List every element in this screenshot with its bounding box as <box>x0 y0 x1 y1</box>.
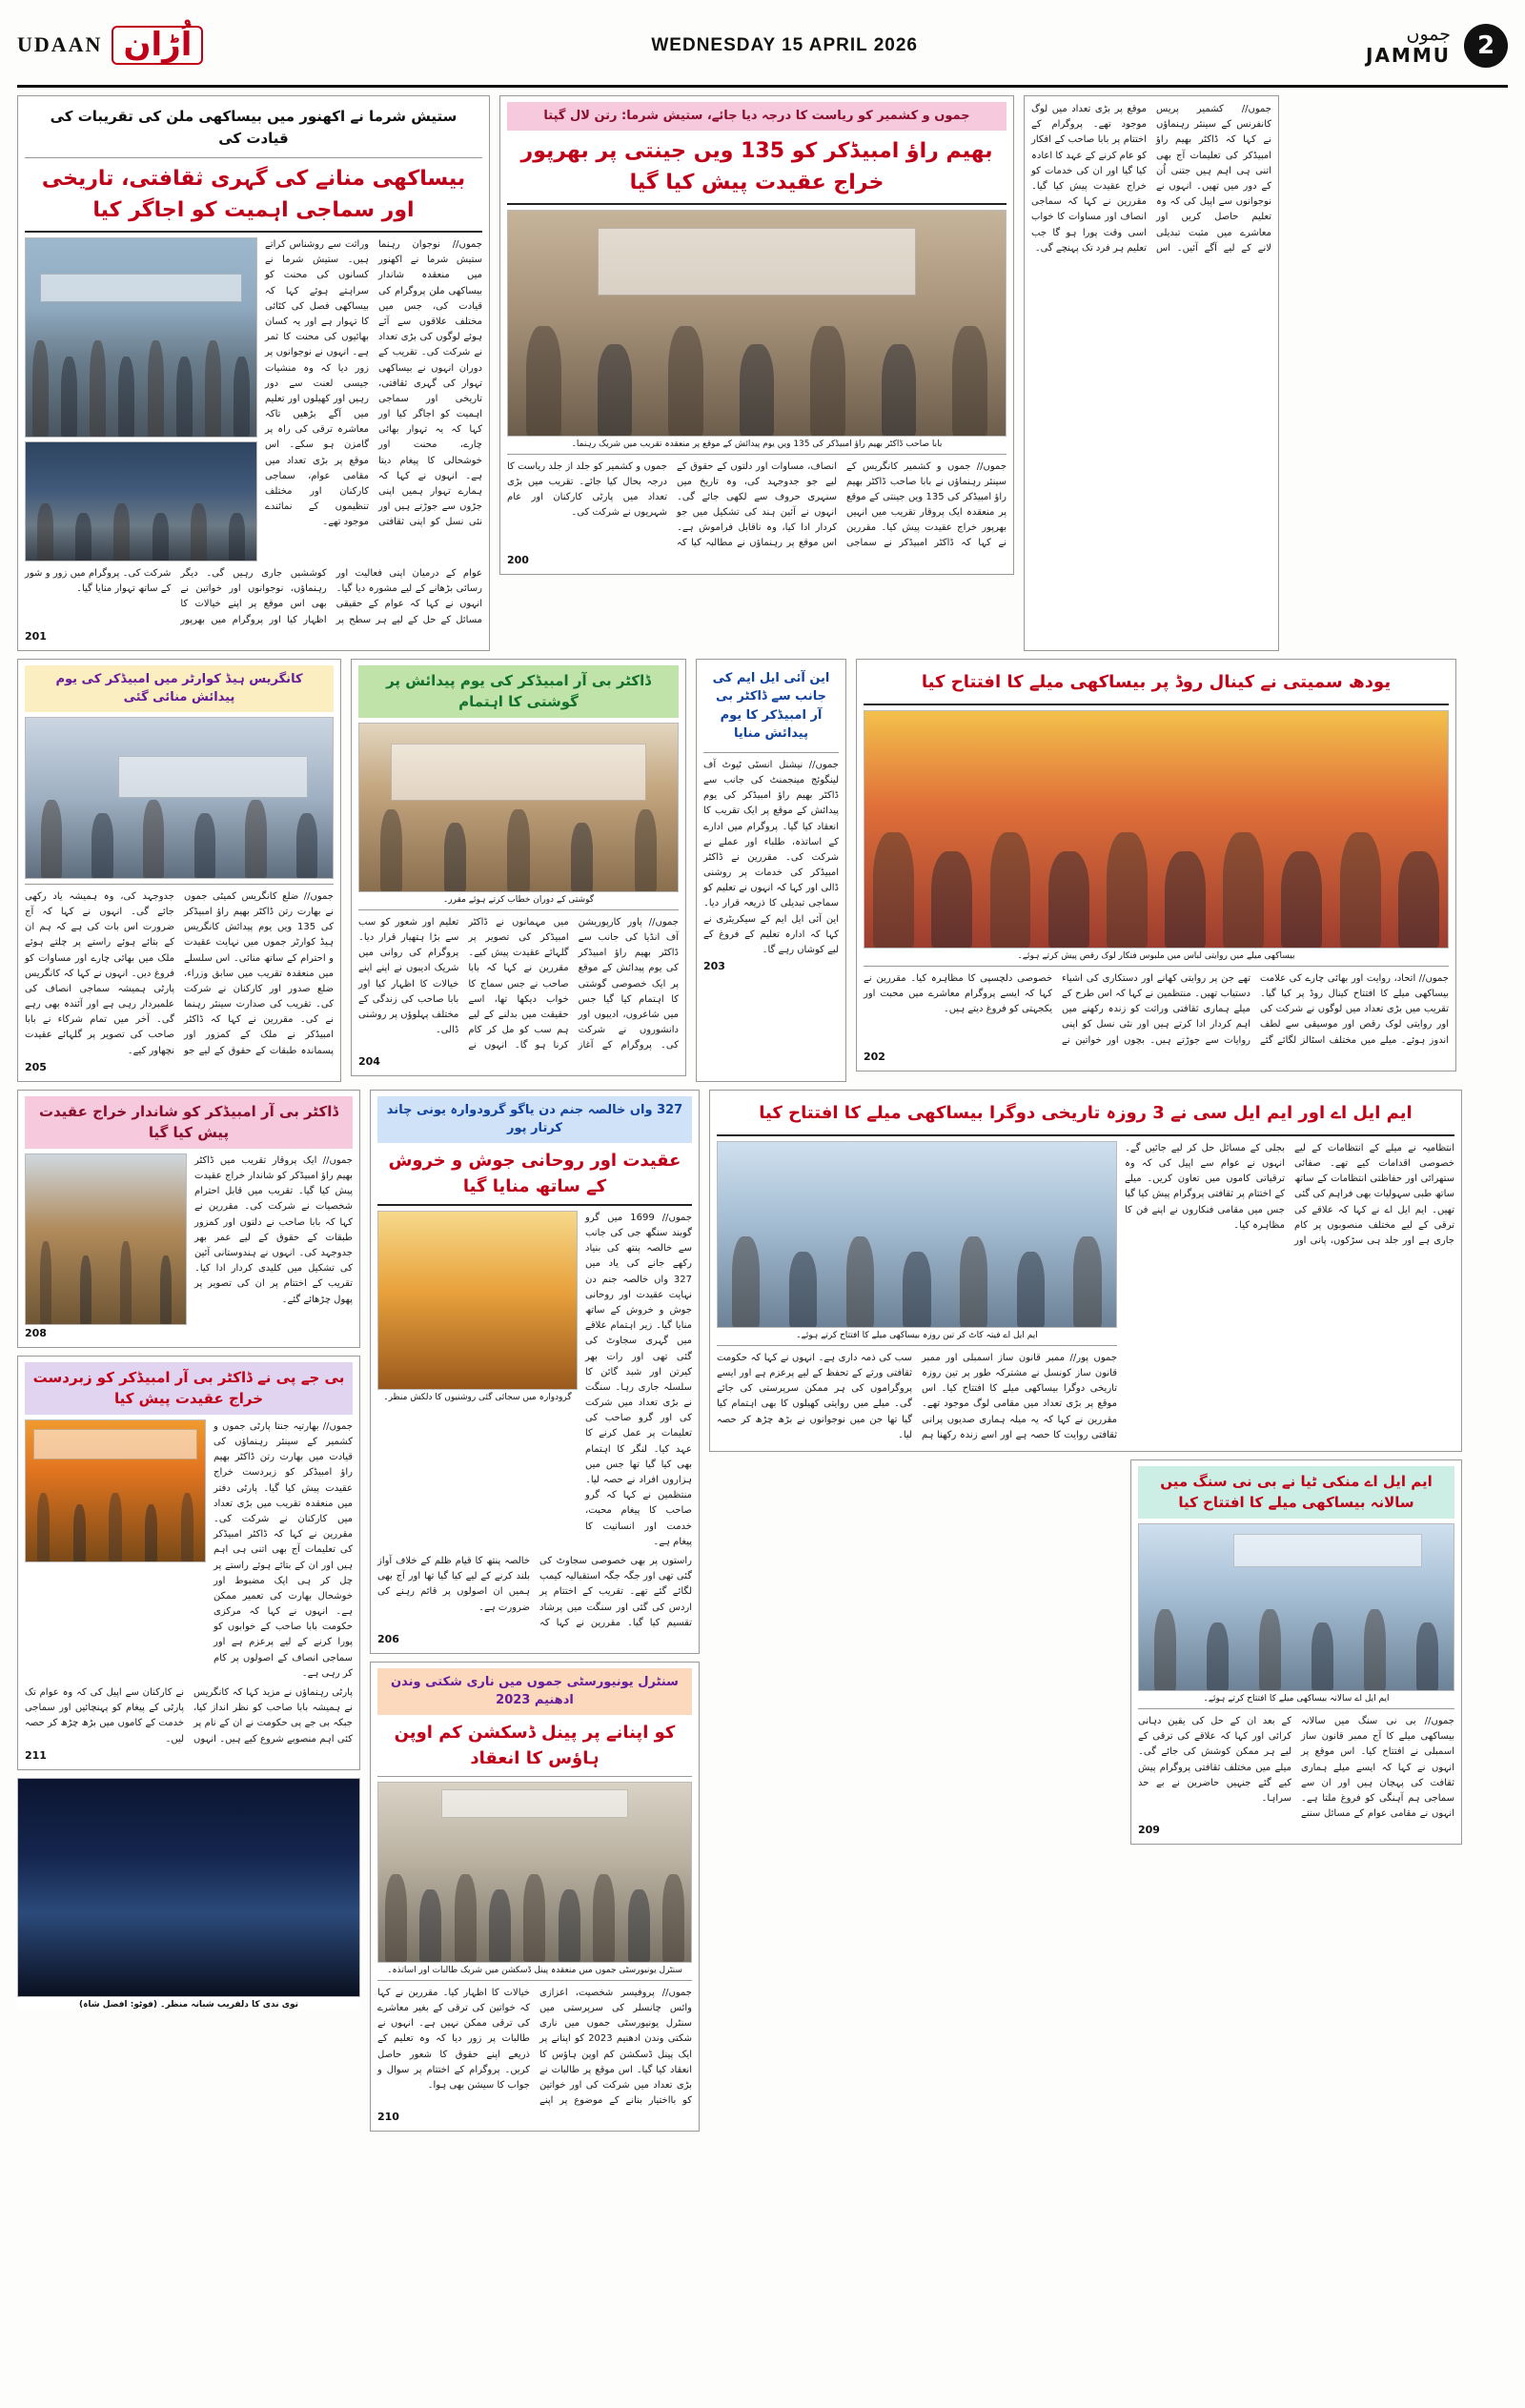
article-209-number: 209 <box>1138 1824 1160 1837</box>
article-201-kicker: ستیش شرما نے اکھنور میں بیساکھی ملن کی تقریبات کی قیادت کی <box>50 108 458 147</box>
article-200 <box>499 95 1014 575</box>
article-206-headline: عقیدت اور روحانی جوش و خروش کے ساتھ منایا گیا <box>388 1150 681 1196</box>
article-202-number: 202 <box>864 1050 885 1063</box>
article-202-photo <box>864 710 1449 949</box>
article-208-body: جموں// ایک پروقار تقریب میں ڈاکٹر بھیم راؤ امبیڈکر کو شاندار خراج عقیدت پیش کیا گیا۔ تقریب میں قابل احترام شخصیات نے شرکت کی۔ مقررین نے کہا کہ بابا صاحب نے دلتوں اور کمزور طبقات کے حقوق کے لیے عمر بھر جدوجہد کی۔ انہوں نے ہندوستانی آئین کی تشکیل میں کلیدی کردار ادا کیا۔ تقریب کے اختتام پر ان کی تصویر پر پھول چڑھائے گئے۔ <box>194 1154 353 1305</box>
article-209-caption: ایم ایل اے سالانہ بیساکھی میلے کا افتتاح کرتے ہوئے۔ <box>1203 1693 1390 1704</box>
article-205 <box>17 659 341 1082</box>
article-207-kicker: بی جے پی نے ڈاکٹر بی آر امبیڈکر کو زبردست خراج عقیدت پیش کیا <box>25 1362 353 1415</box>
article-208-kicker: ڈاکٹر بی آر امبیڈکر کو شاندار خراج عقیدت پیش کیا گیا <box>25 1096 353 1149</box>
article-203-kicker: این آئی ایل ایم کی جانب سے ڈاکٹر بی آر امبیڈکر کا یوم پیدائش منایا <box>712 670 830 742</box>
article-210 <box>370 1662 700 2133</box>
article-209-kicker: ایم ایل اے منکی ٹیا نے بی نی سنگ میں سالانہ بیساکھی میلے کا افتتاح کیا <box>1138 1466 1454 1519</box>
article-209b-body: جموں پور// ممبر قانون ساز اسمبلی اور ممبر قانون ساز کونسل نے مشترکہ طور پر تین روزہ تاریخی دوگرا بیساکھی میلے کا افتتاح کیا۔ اس موقع پر بڑی تعداد میں مقامی لوگ موجود تھے۔ مقررین نے کہا کہ یہ میلہ ہماری صدیوں پرانی ثقافتی روایت کا حصہ ہے اور اسے زندہ رکھنا ہم سب کی ذمہ داری ہے۔ انہوں نے کہا کہ حکومت ثقافتی ورثے کے تحفظ کے لیے پرعزم ہے اور ایسے پروگراموں کی ہر ممکن سرپرستی کی جائے گی۔ میلے میں روایتی کھیلوں کا بھی اہتمام کیا گیا تھا جن میں نوجوانوں نے بڑھ چڑھ کر حصہ لیا۔ <box>717 1352 1117 1440</box>
article-206-photo <box>377 1211 578 1390</box>
article-209b-caption: ایم ایل اے فیتہ کاٹ کر تین روزہ بیساکھی میلے کا افتتاح کرتے ہوئے۔ <box>796 1330 1038 1340</box>
article-210-body: جموں// پروفیسر شخصیت، اعزازی وائس چانسلر کی سرپرستی میں سنٹرل یونیورسٹی جموں میں ناری شکتی وندن ادھنیم 2023 کو اپنانے پر ایک پینل ڈسکشن کم اوپن ہاؤس کا انعقاد کیا گیا۔ اس موقع پر طالبات نے بڑی تعداد میں شرکت کی اور خواتین کو بااختیار بنانے کے موضوع پر اپنے خیالات کا اظہار کیا۔ مقررین نے کہا کہ خواتین کی ترقی کے بغیر معاشرے کی ترقی ممکن نہیں ہے۔ انہوں نے طالبات پر زور دیا کہ وہ تعلیم کے ذریعے اپنے حقوق کا شعور حاصل کریں۔ پروگرام کے اختتام پر سوال و جواب کا سیشن بھی ہوا۔ <box>377 1987 692 2107</box>
row-3 <box>17 1090 1508 2133</box>
article-201-body-2: عوام کے درمیان اپنی فعالیت اور رسائی بڑھانے کے لیے مشورہ دیا گیا۔ انہوں نے کہا کہ عوام کے حقیقی مسائل کے حل کے لیے ہر سطح پر کوششیں جاری رہیں گی۔ دیگر رہنماؤں، نوجوانوں اور خواتین نے بھی اس موقع پر اپنے خیالات کا اظہار کیا اور پروگرام میں بھرپور شرکت کی۔ پروگرام میں زور و شور کے ساتھ تہوار منایا گیا۔ <box>25 568 482 625</box>
column-right-top <box>1024 95 1279 651</box>
article-207-body-2: پارٹی رہنماؤں نے مزید کہا کہ کانگریس نے ہمیشہ بابا صاحب کو نظر انداز کیا، جبکہ بی جے پی حکومت نے ان کے نام پر کئی اہم منصوبے شروع کیے ہیں۔ انہوں نے کارکنان سے اپیل کی کہ وہ عوام تک پارٹی کے پیغام کو پہنچائیں اور سماجی خدمت کے کاموں میں بڑھ چڑھ کر حصہ لیں۔ <box>25 1687 353 1745</box>
article-201-body: جموں// نوجوان رہنما ستیش شرما نے اکھنور میں منعقدہ شاندار بیساکھی ملن پروگرام کی قیادت کی، جس میں مختلف علاقوں سے آئے ہوئے لوگوں کی بڑی تعداد نے شرکت کی۔ تقریب کے دوران انہوں نے بیساکھی تہوار کی گہری ثقافتی، تاریخی اور سماجی اہمیت کو اجاگر کیا اور کہا کہ یہ تہوار بھائی چارے، محنت اور خوشحالی کا پیغام دیتا ہے۔ انہوں نے کہا کہ ہمارے تہوار ہمیں اپنی جڑوں سے جوڑتے ہیں اور نئی نسل کو اپنی ثقافتی وراثت سے روشناس کراتے ہیں۔ ستیش شرما نے کسانوں کی محنت کو سراہتے ہوئے کہا کہ بیساکھی فصل کی کٹائی کا تہوار ہے اور یہ کسان بھائیوں کی محنت کا ثمر ہے۔ انہوں نے نوجوانوں پر زور دیا کہ وہ منشیات جیسی لعنت سے دور رہیں اور کھیلوں اور تعلیم میں آگے بڑھیں تاکہ معاشرہ ترقی کی راہ پر گامزن ہو سکے۔ اس موقع پر بڑی تعداد میں مقامی عوام، سماجی کارکنان اور مختلف تنظیموں کے نمائندے موجود تھے۔ <box>265 239 482 528</box>
masthead-right <box>1366 24 1508 68</box>
article-201 <box>17 95 490 651</box>
article-205-body: جموں// ضلع کانگریس کمیٹی جموں نے بھارت رتن ڈاکٹر بھیم راؤ امبیڈکر کی 135 ویں یوم پیدائش کانگریس ہیڈ کوارٹر جموں میں نہایت عقیدت و احترام کے ساتھ منائی۔ اس سلسلے میں منعقدہ تقریب میں سابق وزراء، ضلع صدور اور کارکنان نے شرکت کی۔ تقریب کی صدارت سینئر رہنما نے کی۔ مقررین نے کہا کہ ڈاکٹر امبیڈکر نے ملک کے کمزور اور پسماندہ طبقات کے حقوق کے لیے جو جدوجہد کی، وہ ہمیشہ یاد رکھی جائے گی۔ انہوں نے کہا کہ آج ضرورت اس بات کی ہے کہ ہم ان کے بتائے ہوئے راستے پر چلتے ہوئے ملک میں بھائی چارے اور مساوات کو فروغ دیں۔ انہوں نے کہا کہ کانگریس پارٹی ہمیشہ سماجی انصاف کی علمبردار رہی ہے اور آئندہ بھی رہے گی۔ آخر میں تمام شرکاء نے بابا صاحب کی تصویر پر گلہائے عقیدت نچھاور کیے۔ <box>25 890 335 1056</box>
article-206-body: جموں// 1699 میں گرو گوبند سنگھ جی کی جانب سے خالصہ پنتھ کی بنیاد رکھے جانے کی یاد میں 327 واں خالصہ جنم دن نہایت عقیدت اور روحانی جوش و خروش کے ساتھ منایا گیا۔ زیر اہتمام علاقے میں گہری سجاوٹ کی گئی تھی اور رات بھر کیرتن اور شبد گائن کا سلسلہ جاری رہا۔ سنگت نے بڑی تعداد میں شرکت کی اور گرو صاحب کی تعلیمات پر عمل کرنے کا عہد کیا۔ لنگر کا اہتمام بھی کیا گیا تھا جس میں ہزاروں افراد نے حصہ لیا۔ منتظمین نے کہا کہ گرو صاحب کا پیغام محبت، خدمت اور انسانیت کا پیغام ہے۔ <box>585 1212 693 1547</box>
column-lead <box>17 95 490 651</box>
article-200-number: 200 <box>507 553 529 566</box>
article-205-number: 205 <box>25 1060 47 1073</box>
article-209 <box>1130 1459 1462 1845</box>
article-204-body: جموں// پاور کارپوریشن آف انڈیا کی جانب سے ڈاکٹر بھیم راؤ امبیڈکر کی یوم پیدائش کے موقع پر ایک خصوصی گوشتی کا اہتمام کیا گیا جس میں شاعروں، ادیبوں اور دانشوروں نے شرکت کی۔ پروگرام کے آغاز میں مہمانوں نے ڈاکٹر امبیڈکر کی تصویر پر گلہائے عقیدت پیش کیے۔ مقررین نے کہا کہ بابا صاحب نے جس سماج کا خواب دیکھا تھا، اسے حقیقت میں بدلنے کے لیے ہم سب کو مل کر کام کرنا ہو گا۔ انہوں نے تعلیم اور شعور کو سب سے بڑا ہتھیار قرار دیا۔ پروگرام کی روانی میں شریک ادیبوں نے اپنے اپنے خیالات کا اظہار کیا اور بابا صاحب کی زندگی کے مختلف پہلوؤں پر روشنی ڈالی۔ <box>358 916 679 1051</box>
article-202-caption: بیساکھی میلے میں روایتی لباس میں ملبوس فنکار لوک رقص پیش کرتے ہوئے۔ <box>1017 950 1295 961</box>
article-135 <box>1024 95 1279 651</box>
article-200-caption: بابا صاحب ڈاکٹر بھیم راؤ امبیڈکر کی 135 ویں یوم پیدائش کے موقع پر منعقدہ تقریب میں شریک رہنما۔ <box>571 439 943 449</box>
article-205-photo <box>25 717 334 879</box>
row-2 <box>17 659 1508 1082</box>
masthead <box>17 13 1508 88</box>
article-207-number: 211 <box>25 1748 47 1762</box>
article-206 <box>370 1090 700 1654</box>
article-201-headline: بیساکھی منانے کی گہری ثقافتی، تاریخی اور سماجی اہمیت کو اجاگر کیا <box>41 167 466 222</box>
article-202 <box>856 659 1456 1071</box>
column-right-stack <box>709 1090 1462 2133</box>
column-a205 <box>17 659 341 1082</box>
article-204 <box>351 659 686 1077</box>
page-number: 2 <box>1464 24 1508 68</box>
row-1 <box>17 95 1508 651</box>
article-206-kicker: 327 واں خالصہ جنم دن یاگو گرودوارہ یونی چاند کرتار پور <box>377 1096 692 1143</box>
article-200-kicker: جموں و کشمیر کو ریاست کا درجہ دیا جائے، ستیش شرما: رتن لال گپتا <box>507 102 1006 131</box>
column-mid-top <box>499 95 1014 651</box>
tawi-river-caption: توی ندی کا دلفریب شبانہ منظر۔ (فوٹو: افضل شاہ) <box>79 1999 298 2010</box>
publication-name-ur: اُڑان <box>112 26 203 65</box>
article-208-number: 208 <box>25 1326 47 1339</box>
article-202-body: جموں// اتحاد، روایت اور بھائی چارے کی علامت بیساکھی میلے کا افتتاح کینال روڈ پر کیا گیا۔ تقریب میں بڑی تعداد میں لوگوں نے شرکت کی اور روایتی لوک رقص اور موسیقی سے لطف اندوز ہوئے۔ میلے میں مختلف اسٹالز لگائے گئے تھے جن پر روایتی کھانے اور دستکاری کی اشیاء دستیاب تھیں۔ منتظمین نے کہا کہ اس طرح کے میلے ہماری ثقافتی وراثت کو زندہ رکھنے میں اہم کردار ادا کرتے ہیں اور نئی نسل کو اپنی روایات سے جوڑتے ہیں۔ بچوں اور خواتین نے خصوصی دلچسپی کا مظاہرہ کیا۔ مقررین نے کہا کہ ایسے پروگرام معاشرے میں محبت اور یکجہتی کو فروغ دیتے ہیں۔ <box>864 972 1449 1046</box>
article-203-number: 203 <box>703 960 725 973</box>
article-209-body: جموں// بی نی سنگ میں سالانہ بیساکھی میلے کا آج ممبر قانون ساز اسمبلی نے افتتاح کیا۔ اس موقع پر انہوں نے کہا کہ ایسے میلے ہماری ثقافت کی پہچان ہیں اور ان سے سماجی ہم آہنگی کو فروغ ملتا ہے۔ انہوں نے مقامی عوام کے مسائل سننے کے بعد ان کے حل کی یقین دہانی کرائی اور کہا کہ علاقے کی ترقی کے لیے ہر ممکن کوشش کی جائے گی۔ میلے میں مختلف ثقافتی پروگرام پیش کیے گئے جنہیں حاضرین نے بے حد سراہا۔ <box>1138 1715 1454 1820</box>
article-203 <box>696 659 846 1082</box>
masthead-left <box>17 26 203 65</box>
article-210-headline: کو اپنانے پر پینل ڈسکشن کم اوپن ہاؤس کا انعقاد <box>394 1722 676 1768</box>
article-200-headline: بھیم راؤ امبیڈکر کو 135 ویں جینتی پر بھرپور خراج عقیدت پیش کیا گیا <box>520 138 993 194</box>
article-201-number: 201 <box>25 629 47 643</box>
column-a204 <box>351 659 686 1082</box>
article-203-body: جموں// نیشنل انسٹی ٹیوٹ آف لینگوئج مینجمنٹ کی جانب سے ڈاکٹر بھیم راؤ امبیڈکر کی یوم پیدائش کے موقع پر ایک تقریب کا انعقاد کیا گیا۔ پروگرام میں ادارے کے اساتذہ، طلباء اور عملے نے شرکت کی۔ مقررین نے ڈاکٹر امبیڈکر کی خدمات پر روشنی ڈالی اور کہا کہ انہوں نے تعلیم کو سماجی تبدیلی کا ذریعہ قرار دیا۔ این آئی ایل ایم کے سیکریٹری نے کہا کہ ادارہ تعلیم کے فروغ کے لیے کوشاں رہے گا۔ <box>703 759 839 955</box>
article-209b <box>709 1090 1462 1452</box>
article-205-kicker: کانگریس ہیڈ کوارٹر میں امبیڈکر کی یوم پیدائش منائی گئی <box>25 665 334 712</box>
article-201-photo <box>25 237 257 438</box>
article-207-body: جموں// بھارتیہ جنتا پارٹی جموں و کشمیر کے سینئر رہنماؤں کی قیادت میں بھارت رتن ڈاکٹر بھیم راؤ امبیڈکر کو زبردست خراج عقیدت پیش کیا گیا۔ پارٹی دفتر میں منعقدہ تقریب میں بڑی تعداد میں کارکنان نے شرکت کی۔ مقررین نے کہا کہ ڈاکٹر امبیڈکر کی تعلیمات آج بھی اتنی ہی اہم ہیں اور ان کے بتائے ہوئے راستے پر چل کر ہی ایک مضبوط اور خوشحال بھارت کی تعمیر ممکن ہے۔ انہوں نے کہا کہ مرکزی حکومت بابا صاحب کے خوابوں کو پورا کرنے کے لیے پرعزم ہے اور سماجی انصاف کے اصولوں پر کام کر رہی ہے۔ <box>214 1420 353 1679</box>
article-135-body: جموں// کشمیر پریس کانفرنس کے سینئر رہنماؤں نے کہا کہ ڈاکٹر بھیم راؤ امبیڈکر کی تعلیمات آج بھی اتنی ہی اہم ہیں جتنی اُن کے دور میں تھیں۔ انہوں نے نوجوانوں سے اپیل کی کہ وہ تعلیم حاصل کریں اور معاشرے میں مثبت تبدیلی لانے کے لیے آگے آئیں۔ اس موقع پر بڑی تعداد میں لوگ موجود تھے۔ پروگرام کے اختتام پر بابا صاحب کے افکار کو عام کرنے کے عہد کا اعادہ کیا گیا اور ان کی خدمات کو خراج عقیدت پیش کیا گیا۔ مقررین نے کہا کہ سماجی انصاف اور مساوات کا خواب اسی وقت پورا ہو گا جب تعلیم ہر فرد تک پہنچے گی۔ <box>1031 104 1271 254</box>
article-209b-photo <box>717 1141 1117 1328</box>
article-200-body: جموں// جموں و کشمیر کانگریس کے سینئر رہنماؤں نے بابا صاحب ڈاکٹر بھیم راؤ امبیڈکر کی 135 ویں جینتی کے موقع پر منعقدہ ایک پروقار تقریب میں انہیں بھرپور خراج عقیدت پیش کیا۔ مقررین نے کہا کہ ڈاکٹر امبیڈکر نے سماجی انصاف، مساوات اور دلتوں کے حقوق کے لیے جو جدوجہد کی، وہ تاریخ میں سنہری حروف سے لکھی جائے گی۔ انہوں نے آئین ہند کی تشکیل میں جو کردار ادا کیا، وہ ناقابل فراموش ہے۔ اس موقع پر رہنماؤں نے مطالبہ کیا کہ جموں و کشمیر کو جلد از جلد ریاست کا درجہ بحال کیا جائے۔ تقریب میں بڑی تعداد میں پارٹی کارکنان اور عام شہریوں نے شرکت کی۔ <box>507 460 1006 549</box>
article-206-body-2: راستوں پر بھی خصوصی سجاوٹ کی گئی تھی اور جگہ جگہ استقبالیہ کیمپ لگائے گئے تھے۔ تقریب کے اختتام پر اردس کی گئی اور سنگت میں پرشاد تقسیم کیا گیا۔ مقررین نے کہا کہ خالصہ پنتھ کا قیام ظلم کے خلاف آواز بلند کرنے کے لیے کیا گیا تھا اور آج بھی ہمیں ان اصولوں پر قائم رہنے کی ضرورت ہے۔ <box>377 1555 692 1628</box>
tawi-river-photo <box>17 1778 360 1997</box>
article-206-number: 206 <box>377 1632 399 1645</box>
article-210-caption: سنٹرل یونیورسٹی جموں میں منعقدہ پینل ڈسکشن میں شریک طالبات اور اساتذہ۔ <box>387 1965 682 1975</box>
edition-label-ur: جموں <box>1406 24 1451 46</box>
column-a206 <box>370 1090 700 2133</box>
article-210-photo <box>377 1782 692 1963</box>
article-209b-kicker: ایم ایل اے اور ایم ایل سی نے 3 روزہ تاریخی دوگرا بیساکھی میلے کا افتتاح کیا <box>759 1102 1413 1123</box>
article-208 <box>17 1090 360 1348</box>
publication-date: WEDNESDAY 15 APRIL 2026 <box>651 34 918 55</box>
article-204-photo <box>358 723 679 892</box>
article-209b-body-2: انتظامیہ نے میلے کے انتظامات کے لیے خصوصی اقدامات کیے تھے۔ صفائی ستھرائی اور حفاظتی انتظامات کے ساتھ ساتھ طبی سہولیات بھی فراہم کی گئی تھیں۔ ایم ایل اے نے کہا کہ علاقے کی ترقی کے لیے مختلف منصوبوں پر کام جاری ہے اور جلد ہی سڑکوں، پانی اور بجلی کے مسائل حل کر لیے جائیں گے۔ انہوں نے عوام سے اپیل کی کہ وہ ترقیاتی کاموں میں تعاون کریں۔ میلے کے اختتام پر ثقافتی پروگرام پیش کیا گیا جس میں مقامی فنکاروں نے اپنے فن کا مظاہرہ کیا۔ <box>1125 1142 1454 1246</box>
article-200-photo <box>507 210 1006 437</box>
edition-label-en: JAMMU <box>1366 43 1451 67</box>
article-204-caption: گوشتی کے دوران خطاب کرتے ہوئے مقرر۔ <box>442 894 595 905</box>
article-210-kicker: سنٹرل یونیورسٹی جموں میں ناری شکتی وندن ادھنیم 2023 <box>377 1668 692 1715</box>
article-204-kicker: ڈاکٹر بی آر امبیڈکر کی یوم پیدائش پر گوشتی کا اہتمام <box>358 665 679 718</box>
article-208-photo <box>25 1153 187 1325</box>
article-206-caption: گرودوارہ میں سجائی گئی روشنیوں کا دلکش منظر۔ <box>383 1392 572 1402</box>
article-210-number: 210 <box>377 2111 399 2124</box>
edition-label <box>1366 25 1451 66</box>
article-209-photo <box>1138 1523 1454 1691</box>
article-201-photo-2 <box>25 441 257 561</box>
column-left-stack <box>17 1090 360 2133</box>
article-207 <box>17 1356 360 1770</box>
article-204-number: 204 <box>358 1055 380 1069</box>
photo-night-block <box>17 1778 360 2010</box>
publication-name-en: UDAAN <box>17 32 103 57</box>
column-a203 <box>696 659 846 1082</box>
column-a202 <box>856 659 1456 1082</box>
article-202-kicker: یودھ سمیتی نے کینال روڈ پر بیساکھی میلے کا افتتاح کیا <box>921 671 1392 692</box>
article-207-photo <box>25 1419 206 1562</box>
